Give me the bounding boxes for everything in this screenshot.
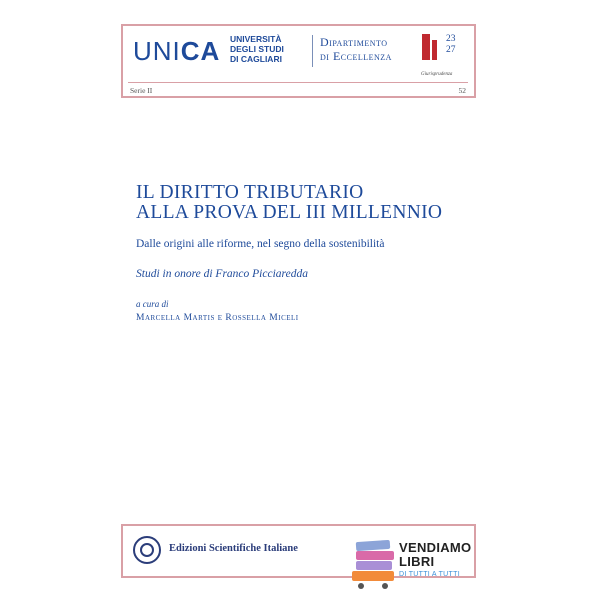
editors-names: Marcella Martis e Rossella Miceli: [136, 313, 299, 323]
unica-logo: UNICA: [133, 36, 221, 66]
university-name: UNIVERSITÀ DEGLI STUDI DI CAGLIARI: [230, 34, 284, 64]
honor-line: Studi in onore di Franco Picciaredda: [136, 268, 308, 280]
edited-by-label: a cura di: [136, 299, 169, 309]
book-cart-icon: [352, 537, 396, 589]
book-subtitle: Dalle origini alle riforme, nel segno della sostenibilità: [136, 238, 385, 250]
faculty-label: Giurisprudenza: [421, 72, 453, 77]
publisher-logo-icon: [133, 536, 161, 564]
department-name: Dipartimento di Eccellenza: [320, 35, 392, 63]
volume-number: 52: [458, 86, 466, 95]
series-label: Serie II: [130, 86, 153, 95]
badge-tagline: DI TUTTI A TUTTI: [399, 571, 460, 578]
header-frame: [121, 24, 476, 98]
header-rule: [128, 82, 468, 83]
publisher-name: Edizioni Scientifiche Italiane: [169, 543, 298, 554]
department-years: 23 27: [446, 34, 456, 55]
vendiamo-libri-badge: [352, 537, 492, 593]
badge-title: VENDIAMO LIBRI: [399, 540, 472, 569]
book-title: IL DIRITTO TRIBUTARIO ALLA PROVA DEL III MILLENNIO: [136, 182, 443, 223]
header-divider: [312, 35, 313, 67]
department-logo-icon: [422, 34, 442, 60]
